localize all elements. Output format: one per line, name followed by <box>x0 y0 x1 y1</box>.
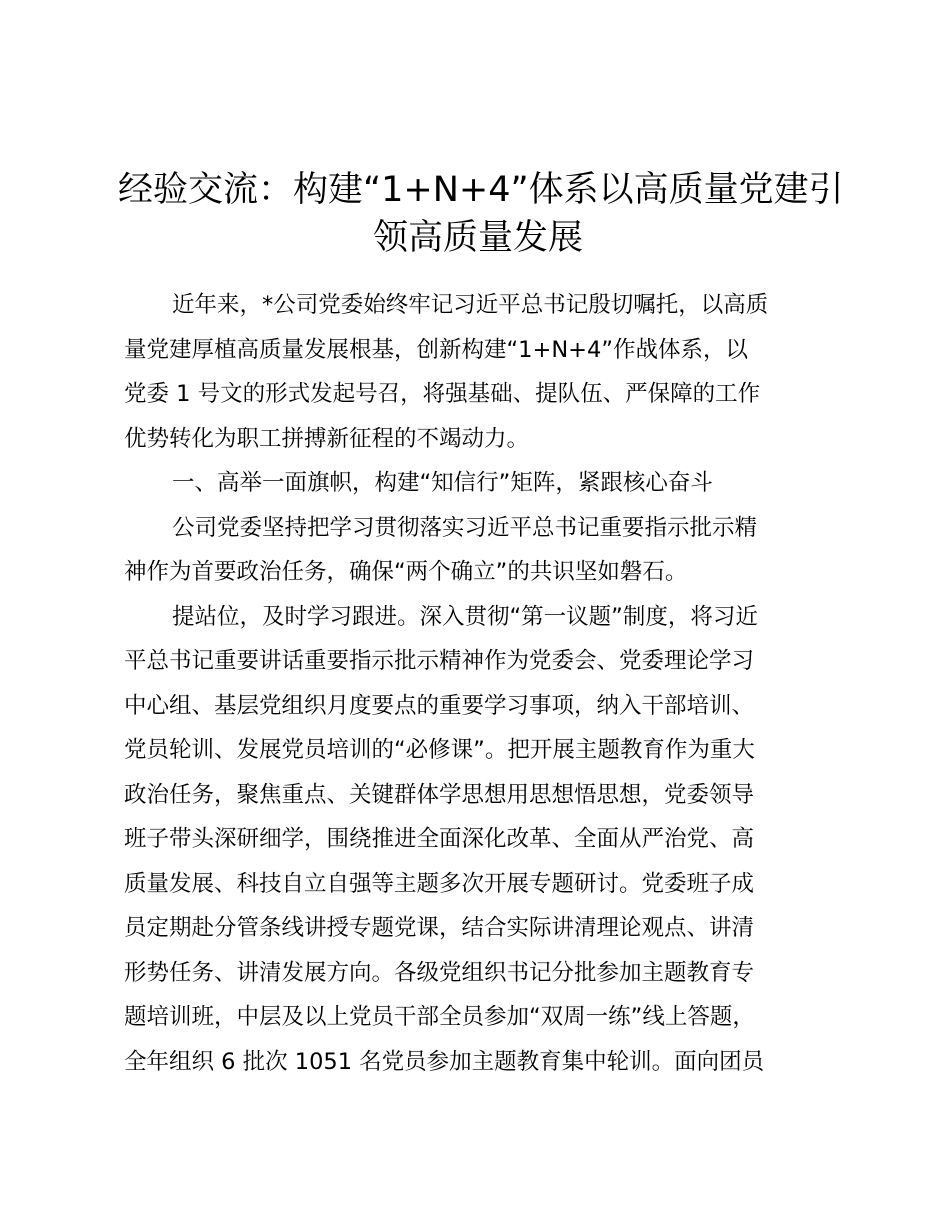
document-body <box>124 283 834 1084</box>
text-line: 量党建厚植高质量发展根基，创新构建“1+N+4”作战体系，以 <box>124 336 748 363</box>
section-heading <box>124 461 834 506</box>
paragraph-intro <box>124 283 834 461</box>
text-line: 全年组织 6 批次 1051 名党员参加主题教育集中轮训。面向团员 <box>124 1048 765 1075</box>
text-line: 题培训班，中层及以上党员干部全员参加“双周一练”线上答题， <box>124 1004 755 1030</box>
text-line: 公司党委坚持把学习贯彻落实习近平总书记重要指示批示精 <box>172 514 758 541</box>
text-line: 党员轮训、发展党员培训的“必修课”。把开展主题教育作为重大 <box>124 737 755 763</box>
paragraph-section-intro <box>124 506 834 595</box>
text-line: 质量发展、科技自立自强等主题多次开展专题研讨。党委班子成 <box>124 870 755 897</box>
text-line: 提站位，及时学习跟进。深入贯彻“第一议题”制度，将习近 <box>172 603 758 630</box>
text-line: 优势转化为职工拼搏新征程的不竭动力。 <box>124 425 530 452</box>
text-line: 神作为首要政治任务，确保“两个确立”的共识坚如磐石。 <box>124 559 688 585</box>
text-line: 中心组、基层党组织月度要点的重要学习事项，纳入干部培训、 <box>124 692 755 719</box>
title-line-1: 经验交流：构建“1+N+4”体系以高质量党建引 <box>118 170 844 210</box>
text-line: 近年来，*公司党委始终牢记习近平总书记殷切嘱托，以高质 <box>172 292 769 318</box>
title-line-2: 领高质量发展 <box>372 218 583 258</box>
document-title <box>118 166 844 262</box>
text-line: 平总书记重要讲话重要指示批示精神作为党委会、党委理论学习 <box>124 648 755 674</box>
text-line: 政治任务，聚焦重点、关键群体学思想用思想悟思想，党委领导 <box>124 781 755 808</box>
text-line: 党委 1 号文的形式发起号召，将强基础、提队伍、严保障的工作 <box>124 381 761 407</box>
text-line: 员定期赴分管条线讲授专题党课，结合实际讲清理论观点、讲清 <box>124 915 755 941</box>
paragraph-study <box>124 595 834 1085</box>
text-line: 形势任务、讲清发展方向。各级党组织书记分批参加主题教育专 <box>124 959 755 986</box>
text-line: 班子带头深研细学，围绕推进全面深化改革、全面从严治党、高 <box>124 826 755 852</box>
section-heading-text: 一、高举一面旗帜，构建“知信行”矩阵，紧跟核心奋斗 <box>172 470 713 496</box>
